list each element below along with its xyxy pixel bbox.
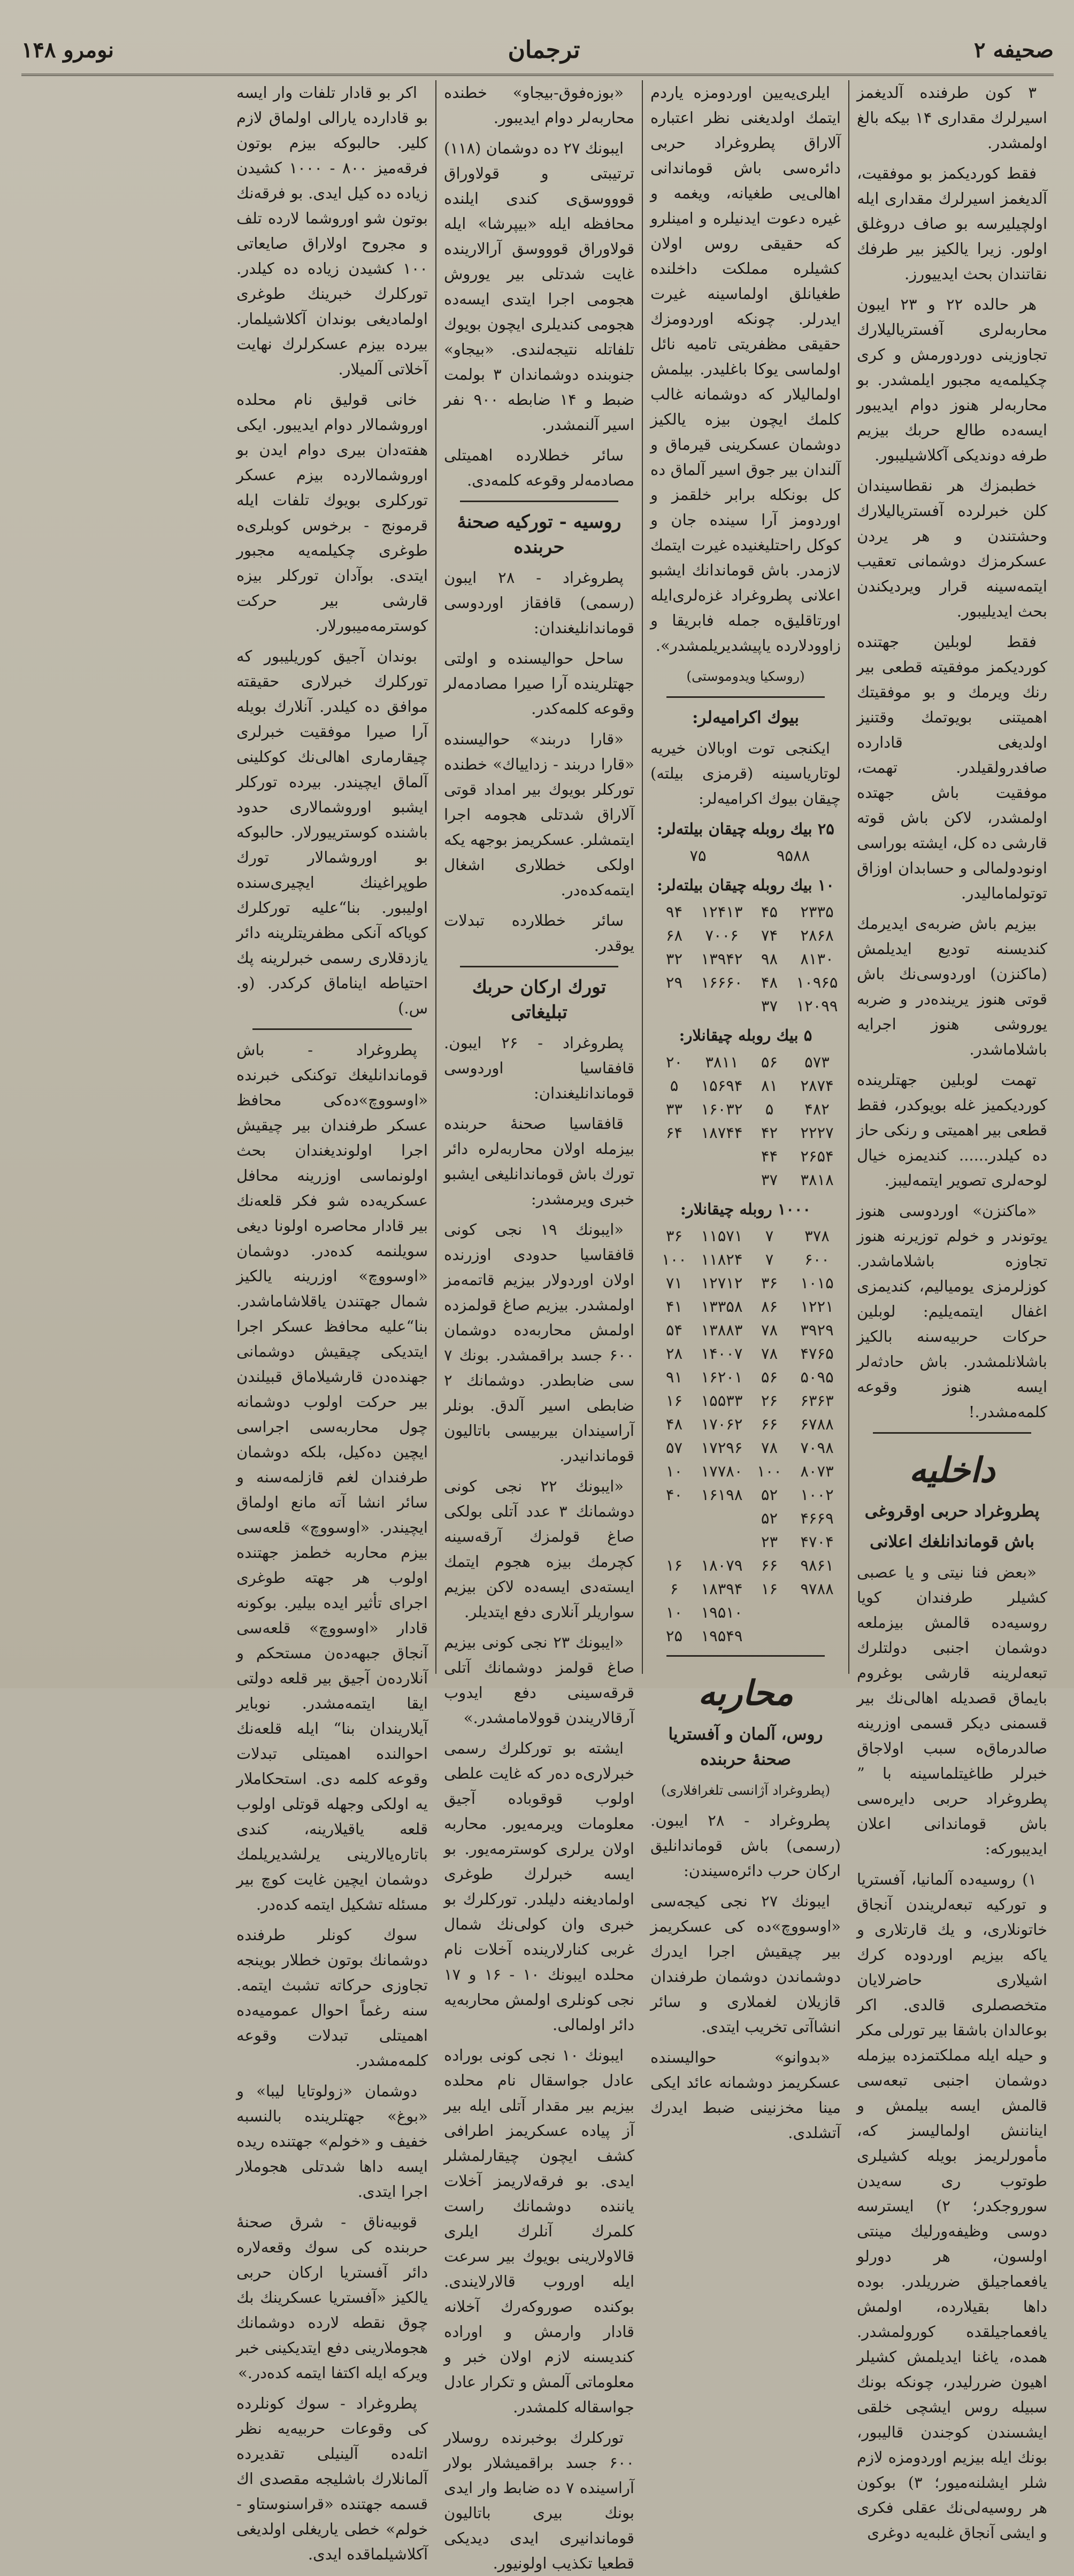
table-row: [650, 1342, 841, 1365]
table-cell: ۴۷۶۵: [800, 1344, 834, 1363]
section-divider: [252, 1028, 412, 1030]
table-cell: ۱۳۸۸۳: [701, 1321, 743, 1339]
column-3: [435, 80, 642, 2572]
article-columns: [20, 80, 1055, 2572]
article-paragraph: سوك کونلر طرفنده دوشمانك بوتون خطلار بوینجه تجاوزی حرکاته تشبث ایتمه. سنه رغماً احوال عمومیه‌ده اهمیتلی تبدلات وقوعه کلمه‌مشدر.: [236, 1926, 428, 2070]
article-paragraph: ۱) روسیه‌ده آلمانیا، آفستریا و تورکیه تبعه‌لریندن آنجاق خاتونلاری، و یك قارتلاری و یاکه بیزیم اوردوده کرك اشیلاری حاضرلایان متخصصلری قالدی. اکر بوعالدان باشقا بیر تورلی مکر و حیله ایله مملکتمزده بیزمله دوشمان اجنبی تبعه‌سی قالمش ایسه بیلمش و ایناننش اولمالیسز که، مأمورلریمز بویله کشیلری طوتوب ری سه‌یدن سوروجکدر؛ ۲) ایسترسه دوسی وظیفه‌ورلیك مینتی اولسون، هر دورلو یافعماجیلق ضرریلدر. بوده داها بقیلارده، اولمش یافعماجیلقده کورولمشدر. همده، یاغنا ایدیلمش کشیلر اهیون ضررلیدر، چونکه بونك سبیله روس ایشچی خلقی ایشسندن کوجندن قالیبور، بونك ایله بیزیم اوردومزه لازم شلر ایشلنه‌میور؛ ۳) بوکون هر روسیه‌لی‌نك عقلی فکری و ایشی آنجاق غلبه‌یه دوغری: [857, 1870, 1047, 2542]
table-cell: ۱۲۲۱: [800, 1297, 834, 1316]
table-cell: ۳۹۲۹: [800, 1321, 834, 1339]
article-paragraph: خانی قولیق نام محلده اوروشمالار دوام ایدیبور. ایکی هفته‌دان بیری دوام ایدن بو اوروشمالارده بیزم عسکر تورکلری بویوك تلفات ایله قرمونج - برخوس کوبلری‌ه طوغری چکیلمه‌یه مجبور ایتدی. بوآدان تورکلر بیزه قارشی بیر حرکت کوسترمه‌میبورلار.: [236, 390, 428, 635]
table-cell: ۳۶: [761, 1274, 778, 1292]
table-cell: ۱۷۲۹۶: [701, 1439, 743, 1457]
table-row: [650, 1248, 841, 1271]
table-row: [650, 1554, 841, 1577]
section-divider: [666, 1655, 825, 1657]
subheading: پطروغراد حربی اوقروغی: [864, 1502, 1040, 1521]
table-cell: ۷۸: [761, 1321, 778, 1339]
table-row: [650, 1577, 841, 1601]
table-cell: ۵۶: [761, 1053, 778, 1071]
table-cell: ۱۰۰: [757, 1462, 782, 1480]
table-row: [650, 1224, 841, 1248]
table-cell: ۵۶: [761, 1368, 778, 1386]
table-cell: ۱۲۰۹۹: [796, 997, 838, 1015]
table-row: [650, 1436, 841, 1459]
table-cell: [698, 994, 746, 1018]
table-cell: ۱۶۰۳۲: [701, 1100, 743, 1118]
article-paragraph: ایلری‌یه‌یین اوردومزه یاردم ایتمك اولدیغنی نظر اعتباره آلاراق پطروغراد حربی دائره‌سی باش قوماندانی اهالی‌یی طغیانه، ویغمه و غیره دعوت ایدنیلره و امینلرو که حقیقی روس اولان کشیلره مملکت داخلنده طغیانلق اولماسینه غیرت ایدرلر. چونکه اوردومزك حقیقی مظفریتی تامیه نائل اولماسی یوکا باغلیدر. بیلمش اولمالیلار که دوشمانه غالب کلمك ایچون بیزه یالکیز دوشمان عسکرینی قیرماق و آلندان بیر جوق اسیر آلماق ده کل بونکله برابر خلقمز و اوردومز آرا سینده جان و کوکل راحتلیغنیده غیرت ایتمك لازمدر. باش قوماندانك ایشبو اعلانی پطروغراد غزه‌لری‌ایله اورتاقلیق‌ه جمله فابریقا و زاوودلارده یاپیشدیریلمشدر».: [650, 83, 841, 655]
table-cell: ۹۴: [665, 903, 683, 921]
table-cell: [650, 1144, 698, 1168]
table-cell: ۷۸: [761, 1344, 778, 1363]
table-cell: ۵۲: [761, 1486, 778, 1504]
table-row: [650, 1097, 841, 1121]
article-paragraph: پطروغراد - ۲۸ ایبون (رسمی) قافقاز اوردوسی قوماندانلیغندان:: [444, 568, 634, 637]
table-row: [650, 1168, 841, 1191]
article-paragraph: هر حالده ۲۲ و ۲۳ ایبون محاربه‌لری آفستریالیلارك تجاوزینی دوردورمش و کری چکیلمه‌یه مجبور ایلمشدر. بو محاربه‌لر هنوز دوام ایدیبور ایسه‌ده طالع حربك بیزیم طرفه دوندیکی آکلاشیلیبور.: [857, 295, 1047, 464]
table-cell: ۱۰۱۵: [800, 1274, 834, 1292]
page-number: صحیفه ۲: [974, 37, 1054, 63]
table-cell: [793, 1624, 841, 1648]
masthead-title: ترجمان: [508, 36, 580, 64]
table-cell: [698, 1144, 746, 1168]
table-cell: ۴۸: [665, 1415, 683, 1433]
table-cell: ۱۸۰۷۹: [701, 1556, 743, 1574]
table-cell: ۱۹۵۱۰: [701, 1603, 743, 1621]
issue-number: نومرو ۱۴۸: [21, 37, 114, 63]
table-label: ۱۰ بیك روبله چیقان بیلته‌لر:: [657, 876, 834, 894]
table-cell: [650, 1530, 698, 1554]
table-row: [650, 1365, 841, 1389]
table-cell: ۱۰: [665, 1462, 683, 1480]
table-cell: ۲۸۶۸: [800, 926, 834, 944]
table-cell: ۶۷۸۸: [800, 1415, 834, 1433]
table-label: ۱۰۰۰ روبله چیقانلار:: [680, 1200, 811, 1218]
table-cell: ۳۸۱۱: [705, 1053, 739, 1071]
table-row: [650, 1389, 841, 1412]
article-paragraph: اکر بو قادار تلفات وار ایسه بو قادارده یارالی اولماق لازم کلیر. حالبوکه بیزم بوتون فرقه‌میز ۸۰۰ - ۱۰۰۰ کشیدن زیاده ده کیل ایدی. بو فرقه‌نك بوتون شو اوروشما لارده تلف و مجروح اولاراق صایعاتی ۱۰۰ کشیدن زیاده ده کیلدر. تورکلرك خبرینك طوغری اولمادیغی بوندان آکلاشیلمار. بیرده بیزم عسکرلرك نهایت آخلاتی آلمیلار.: [236, 83, 428, 378]
table-cell: ۵۲: [761, 1509, 778, 1527]
table-cell: ۸۱۳۰: [800, 950, 834, 968]
column-2: [642, 80, 848, 2142]
table-cell: ۱۰۰۲: [800, 1486, 834, 1504]
article-paragraph: فقط لوبلین جهتنده کوردیکمز موفقیته قطعی بیر رنك ویرمك و بو موفقیتك اهمیتنی بویوتمك وقتنیز اولدیغی قادارده صافدرولقیلدر. تهمت، موفقیت باش جهتده اولمشدر، لاکن باش قوته قارشی ده کل، ایشته بوراسی اونودولمالی و حسابدان اوزاق توتولمامالیدر.: [857, 633, 1047, 902]
article-paragraph: سائر خطلارده اهمیتلی مصادمه‌لر وقوعه کلمه‌دی.: [444, 446, 634, 489]
table-row: [650, 1074, 841, 1097]
subheading: باش قوماندانلغك اعلانی: [870, 1532, 1034, 1551]
table-row: [650, 1144, 841, 1168]
article-paragraph: ساحل حوالیسنده و اولتی جهتلرینده آرا صیرا مصادمه‌لر وقوعه کلمه‌کدر.: [444, 649, 634, 718]
table-cell: [746, 1624, 793, 1648]
table-cell: ۴۷۰۴: [800, 1533, 834, 1551]
table-cell: ۲۸۷۴: [800, 1076, 834, 1095]
table-cell: ۱۰۹۶۵: [796, 973, 838, 991]
table-cell: ۵: [670, 1076, 679, 1095]
table-cell: ۳۸۱۸: [800, 1171, 834, 1189]
table-cell: ۱۶۶۶۰: [701, 973, 743, 991]
table-cell: ۱۲۴۱۳: [701, 903, 743, 921]
table-cell: ۴۶۶۹: [800, 1509, 834, 1527]
table-cell: ۵۷۳: [804, 1053, 830, 1071]
table-cell: ۵: [765, 1100, 774, 1118]
section-title-domestic: داخلیه: [909, 1450, 995, 1490]
table-cell: ۷: [765, 1250, 774, 1268]
table-cell: ۲۸: [665, 1344, 683, 1363]
table-cell: ۱۸۳۹۴: [701, 1580, 743, 1598]
table-row: [650, 1506, 841, 1530]
table-row: [650, 1050, 841, 1074]
article-paragraph: پطروغراد - ۲۸ ایبون. (رسمی) باش قوماندانلیق ارکان حرب دائره‌سیندن:: [650, 1811, 841, 1880]
table-cell: ۶۶: [761, 1415, 778, 1433]
table-row: [650, 1483, 841, 1506]
table-cell: ۴۲: [761, 1124, 778, 1142]
series-number: ۷۵: [689, 847, 707, 865]
article-paragraph: «ایبونك ۲۲ نجی کونی دوشمانك ۳ عدد آتلی بولکی صاغ قولمزك آرقه‌سینه کچرمك بیزه هجوم ایتمك ایسته‌دی ایسه‌ده لاکن بیزیم سواریلر آنلاری دفع ایتدیلر.: [444, 1477, 634, 1621]
table-cell: ۱۴۰۰۷: [701, 1344, 743, 1363]
table-row: [650, 1295, 841, 1318]
table-cell: ۶: [670, 1580, 679, 1598]
table-cell: ۷۱: [665, 1274, 683, 1292]
table-cell: ۲۹: [665, 973, 683, 991]
table-cell: ۸۶: [761, 1297, 778, 1316]
table-cell: ۱۳۹۴۲: [701, 950, 743, 968]
section-divider: [460, 966, 618, 967]
section-divider: [460, 501, 618, 502]
article-paragraph: قافقاسیا صحنهٔ حربنده بیزمله اولان محاربه‌لره دائر تورك باش قوماندانلیغی ایشبو خبری ویرمشدر:: [444, 1114, 634, 1208]
table-cell: ۴۸: [761, 973, 778, 991]
article-paragraph: ۳ کون طرفنده آلدیغمز اسیرلرك مقداری ۱۴ بیکه بالغ اولمشدر.: [857, 83, 1047, 152]
lottery-table-1000: [650, 1224, 841, 1648]
table-cell: ۱۸۷۴۴: [701, 1124, 743, 1142]
table-row: [650, 1601, 841, 1624]
table-cell: [793, 1601, 841, 1624]
article-paragraph: پطروغراد - باش قوماندانلیغك توکنکی خبرنده «اوسووچ»‌ده‌کی محافظ عسکر طرفندان بیر چیقیش اجرا اولوندیغندان بحث اولونماسی اوزرینه محافل عسکریه‌ده شو فکر قلعه‌نك بیر قادار محاصره اولونا دیغی سویلنمه کده‌در. دوشمان «اوسووچ» اوزرینه یالکیز شمال جهتندن یاقلاشاماشدر. بنا“علیه محافظ عسکر اجرا ایتدیکی چیقیش دوشمانی جهنده‌دن قارشیلاماق قبیلندن بیر حرکت اولوب دوشمانه چول محاربه‌سی اجراسی ایچین ده‌کیل، بلکه دوشمان طرفندان لغم قازلمه‌سنه و سائر انشا آته مانع اولماق ایچیندر. «اوسووچ» قلعه‌سی بیزم محاربه خطمز جهتنده اولوب هر جهته طوغری اجرای تأثیر ایده بیلیر. بوکونه قادار «اوسووچ» قلعه‌سی آنجاق جبهه‌ده‌ن مستحکم و آنلارده‌ن آجیق بیر قلعه دولتی ایقا ایتمه‌مشدر. نوبایر آیلاریندان بنا“ ایله قلعه‌نك احوالنده اهمیتلی تبدلات وقوعه کلمه دی. استحکاملار یه اولکی وجهله قوتلی اولوب قلعه یاقیلارینه، کندی باتاره‌یالارینی یرلشدیریلمك دوشمان ایچین غایت کوچ بیر مسئله تشکیل ایتمه کده‌در.: [236, 1041, 428, 1913]
subheading: تورك ارکان حربك تبلیغاتی: [472, 976, 607, 1023]
table-row: [650, 994, 841, 1018]
article-paragraph: پطروغراد - ۲۶ ایبون. قافقاسیا اوردوسی قوماندانلیغندان:: [444, 1034, 634, 1102]
table-cell: [698, 1530, 746, 1554]
lottery-table-10k: [650, 900, 841, 1018]
section-title-war: محاربه: [697, 1673, 794, 1713]
table-cell: ۱۶: [665, 1391, 683, 1410]
table-cell: ۱۷۷۸۰: [701, 1462, 743, 1480]
article-paragraph: «بدوانو» حوالیسنده عسکریمز دوشمانه عائد ایکی مینا مخزنینی ضبط ایدرك آتشلدی.: [650, 2048, 841, 2142]
article-paragraph: بیزیم باش ضربه‌ی ایدیرمك کندیسنه تودیع ایدیلمش (ماکنزن) اوردوسی‌نك باش قوتی هنوز یرینده‌در و ضربه یوروشی هنوز اجرایه باشلاماشدر.: [857, 914, 1047, 1058]
table-row: [650, 1624, 841, 1648]
table-cell: ۱۱۸۲۴: [701, 1250, 743, 1268]
article-paragraph: بوندان آجیق کوریلیبور که تورکلرك خبرلاری حقیقته موافق ده کیلدر. آنلارك بویله آرا صیرا موفقیت خبرلری چیقارماری اهالی‌نك کوکلینی آلماق ایچیندر. بیرده تورکلر ایشبو اوروشمالاری حدود باشنده کوسترییورلار. حالبوکه بو اوروشمالار تورك طوپراغینك ایچیری‌سنده اولیبور. بنا“علیه تورکلرك کویاکه آنکی مظفریتلرینه دائر یازدقلاری رسمی خبرلرینه پك احتیاطه ایناماق کرکدر. (و. س.): [236, 647, 428, 1017]
table-cell: ۷۴: [761, 926, 778, 944]
table-cell: ۲۵: [665, 1627, 683, 1645]
article-paragraph: ایبونك ۱۰ نجی کونی بوراده عادل جواسقال نام محلده بیزیم بیر مقدار آتلی ایله بیر آز پیاده عسکریمز اطرافی کشف ایچون چیقارلمشلر ایدی. بو فرقه‌لاریمز آخلات یاننده دوشمانك راست کلمرك آنلرك ایلری قالاولارینی بویوك بیر سرعت ایله اوروب قالارلایندی. بوکنده صوروکه‌رك آخلانه قادار وارمش و اوراده کندیسنه لازم اولان خبر و معلوماتی آلمش و تکرار عادل جواسقاله کلمشدر.: [444, 2046, 634, 2416]
table-cell: ۴۰: [665, 1486, 683, 1504]
table-cell: ۶۸: [665, 926, 683, 944]
table-cell: [650, 994, 698, 1018]
table-row: [650, 900, 841, 924]
table-cell: ۱۷۰۶۲: [701, 1415, 743, 1433]
table-cell: ۶۶: [761, 1556, 778, 1574]
table-cell: ۲۳: [761, 1533, 778, 1551]
table-cell: ۳۷: [761, 997, 778, 1015]
article-paragraph: ایبونك ۲۷ ده دوشمان (۱۱۸) ترتیبتی و قولاوراق قوووسق‌ی کندی ایلنده محافظه ایله «بیپرشا» ایله قولاوراق قوووسق آرالارینده غایت شدتلی بیر یوروش هجومی اجرا ایتدی ایسه‌ده هجومی کندیلری ایچون بویوك تلفاتله نتیجه‌لندی. «بیجاو» جنوبنده دوشماندان ۳ بولمت ضبط و ۱۴ ضابطه ۹۰۰ نفر اسیر آلنمشدر.: [443, 139, 635, 434]
table-row: [650, 1121, 841, 1144]
lottery-title: بیوك اکرامیه‌لر:: [692, 708, 799, 727]
section-divider: [666, 696, 825, 698]
table-row: [650, 924, 841, 947]
table-cell: ۲۳۳۵: [800, 903, 834, 921]
article-paragraph: پطروغراد - سوك کونلرده کی وقوعات حربیه‌یه نظر اتله‌ده آلینیلی تقدیرده آلمانلارك باشلیجه مقصدی اك قسمه جهتنده «قراسنوستاو - خولم» خطی یاریغلی اولدیغی آکلاشیلماقده ایدی.: [236, 2394, 428, 2563]
table-label: ۵ بیك روبله چیقانلار:: [679, 1026, 812, 1044]
source-credit: (روسکیا ویدوموستی): [686, 668, 805, 684]
table-cell: ۷۰۹۸: [800, 1439, 834, 1457]
table-cell: ۹۱: [665, 1368, 683, 1386]
article-paragraph: قوبیه‌ناق - شرق صحنهٔ حربنده کی سوك وقعه‌لاره دائر آفستریا ارکان حربی یالکیز «آفستریا عسکرینك بك چوق نقطه لارده دوشمانك هجوملارینی دفع ایتدیکینی خبر ویرکه ایله اکتفا ایتمه کده‌در.»: [236, 2213, 428, 2382]
table-cell: ۴۸۲: [804, 1100, 830, 1118]
article-paragraph: «قارا دربند» حوالیسنده «قارا دربند - زداییاك» خطنده تورکلر بویوك بیر امداد قوتی آلاراق شدتلی هجومه اجرا ایتمشلر. عسکریمز بوجهه یکه اولکی خطلاری اشغال ایتمه‌کده‌در.: [444, 730, 634, 899]
lottery-table-5k: [650, 1050, 841, 1191]
section-divider: [873, 1432, 1031, 1434]
table-cell: ۱۳۳۵۸: [701, 1297, 743, 1316]
article-paragraph: «ماکنزن» اوردوسی هنوز یوتوندر و خولم توزیرنه هنوز تجاوزه باشلاماشدر. کوزلرمزی یومیالیم، کندیمزی اغفال ایتمه‌یلیم: لوبلین حرکات حربیه‌سنه بالکیز باشلانلمشدر. باش حادثه‌لر ایسه هنوز وقوعه کلمه‌مشدر.!: [857, 1202, 1047, 1421]
table-row: [650, 947, 841, 971]
table-cell: [698, 1168, 746, 1191]
table-cell: ۸۰۷۳: [800, 1462, 834, 1480]
table-row: [650, 1412, 841, 1436]
table-cell: ۲۲۲۷: [800, 1124, 834, 1142]
table-cell: ۳۶: [665, 1227, 683, 1245]
ticket-number: ۹۵۸۸: [776, 847, 810, 865]
article-paragraph: «بعض فنا نیتی و یا عصبی کشیلر طرفندان کویا روسیه‌ده قالمش بیزملعه دوشمان اجنبی دولتلرك تبعه‌لرینه قارشی بوغروم بایماق قصدیله اهالی‌نك بیر قسمنی دیکر قسمی اوزرینه صالدرماق‌ه سبب اولاجاق خبرلر طاغیتلماسینه با ” پطروغراد حربی دایره‌سی باش قوماندانی اعلان ایدیبورکه:: [857, 1563, 1047, 1858]
table-cell: ۹۷۸۸: [800, 1580, 834, 1598]
table-cell: ۹۸۶۱: [800, 1556, 834, 1574]
table-cell: [650, 1506, 698, 1530]
table-cell: ۵۷: [665, 1439, 683, 1457]
table-cell: ۶۰۰: [804, 1250, 830, 1268]
table-cell: ۱۶: [761, 1580, 778, 1598]
article-paragraph: فقط کوردیکمز بو موفقیت، آلدیغمز اسیرلرك مقداری ایله اولچیلیرسه بو صاف دروغلق اولور. زیرا یالکیز بیر طرفك نقاتندان بحث ایدییورز.: [857, 164, 1047, 283]
table-cell: ۱۰۰: [662, 1250, 687, 1268]
table-cell: ۶۳۶۳: [800, 1391, 834, 1410]
table-cell: ۲۶۵۴: [800, 1147, 834, 1165]
lottery-intro: ایکنجی توت اوبالان خیریه لوتاریاسینه (قرمزی بیلته) چیقان بیوك اکرامیه‌لر:: [650, 739, 841, 808]
table-cell: ۳۳: [665, 1100, 683, 1118]
table-cell: ۳۷۸: [804, 1227, 830, 1245]
article-paragraph: دوشمان «زولوتایا لیبا» و «بوغ» جهتلرینده بالنسبه خفیف و «خولم» جهتنده ریده ایسه داها شدتلی هجوملار اجرا ایتدی.: [236, 2082, 428, 2201]
table-cell: ۴۱: [665, 1297, 683, 1316]
table-cell: ۷۰۰۶: [705, 926, 739, 944]
table-cell: ۵۴: [665, 1321, 683, 1339]
agency-credit: (پطروغراد آژانسی تلغرافلاری): [661, 1782, 831, 1798]
table-cell: ۱۶۱۹۸: [701, 1486, 743, 1504]
article-paragraph: ایشته بو تورکلرك رسمی خبرلاری‌ه ده‌ر که غایت علطی اولوب قوقوباده آجیق معلومات ویرمه‌یور. محاربه اولان یرلری کوسترمه‌یور. بو ایسه خبرلرك طوغری اولمادیغنه دلیلدر. تورکلرك بو خبری وان کولی‌نك شمال غربی کنارلارینده آخلات نام محلده ایبونك ۱۰ - ۱۶ و ۱۷ نجی کونلری اولمش محاربه‌یه دائر اولمالی.: [444, 1739, 634, 2034]
table-row: [650, 1271, 841, 1295]
table-cell: ۱۹۵۴۹: [701, 1627, 743, 1645]
table-cell: ۳۷: [761, 1171, 778, 1189]
table-cell: ۷۸: [761, 1439, 778, 1457]
table-cell: ۱۶: [665, 1556, 683, 1574]
article-paragraph: ایبونك ۲۷ نجی کیجه‌سی «اوسووچ»‌ده کی عسکریمز بیر چیقیش اجرا ایدرك دوشماندن دوشمان طرفندان قازیلان لغملاری و سائر انشاآتی تخریب ایتدی.: [650, 1892, 841, 2036]
table-cell: ۴۴: [761, 1147, 778, 1165]
table-row: [650, 1459, 841, 1483]
table-cell: ۱۱۵۷۱: [701, 1227, 743, 1245]
table-cell: ۲۶: [761, 1391, 778, 1410]
table-cell: ۲۰: [665, 1053, 683, 1071]
table-cell: [746, 1601, 793, 1624]
page-header: [21, 26, 1054, 76]
table-cell: ۵۰۹۵: [800, 1368, 834, 1386]
table-cell: [698, 1506, 746, 1530]
table-cell: [650, 1168, 698, 1191]
table-row: [650, 1318, 841, 1342]
table-cell: ۱۲۷۱۲: [701, 1274, 743, 1292]
table-row: [650, 1530, 841, 1554]
table-row: [650, 844, 841, 867]
column-4: [229, 80, 435, 2563]
table-cell: ۱۵۵۳۳: [701, 1391, 743, 1410]
table-cell: ۱۶۲۰۱: [701, 1368, 743, 1386]
table-cell: ۳۲: [665, 950, 683, 968]
article-paragraph: «بوزه‌فوق-بیجاو» خطنده محاربه‌لر دوام ایدیبور.: [444, 83, 634, 127]
article-paragraph: «ایبونك ۲۳ نجی کونی بیزیم صاغ قولمز دوشمانك آتلی قرقه‌سینی دفع ایدوب آرقالاریندن قوولامامشدر.»: [444, 1633, 634, 1727]
article-paragraph: تورکلرك بوخبرنده روسلار ۶۰۰ جسد براقمیشلار بولار آراسینده ۷ ده ضابط وار ایدی بونك بیری باتالیون قوماندانیری ایدی دیدیکی قطعیا تکذیب اولونیور.: [444, 2428, 634, 2572]
subheading: روس، آلمان و آفستریا صحنهٔ حربنده: [668, 1725, 823, 1769]
table-cell: ۱۵۶۹۴: [701, 1076, 743, 1095]
table-label: ۲۵ بیك روبله چیقان بیلته‌لر:: [657, 820, 834, 838]
subheading: روسیه - تورکیه صحنهٔ حربنده: [457, 511, 622, 558]
table-cell: ۴۵: [761, 903, 778, 921]
article-paragraph: «ایبونك ۱۹ نجی کونی قافقاسیا حدودی اوزرنده اولان اوردولار بیزیم قاتمه‌مز اولمشدر. بیزیم صاغ قولمزده اولمش محاربه‌ده دوشمان ۶۰۰ جسد براقمشدر. بونك ۷ سی ضابطدر. دوشمانك ۲ ضابطی اسیر آلدق. بونلر آراسیندان بیربیسی باتالیون قوماندانیدر.: [444, 1220, 634, 1465]
article-paragraph: تهمت لوبلین جهتلرینده کوردیکمیز غله بویوکدر، فقط قطعی بیر اهمیتی و رنکی حاز ده کیلدر...... کندیمزه خیال لوحه‌لری تصویر ایتمه‌لیبز.: [857, 1071, 1047, 1189]
table-cell: ۱۰: [665, 1603, 683, 1621]
article-paragraph: سائر خطلارده تبدلات یوقدر.: [444, 911, 634, 955]
table-cell: ۷: [765, 1227, 774, 1245]
table-row: [650, 971, 841, 994]
table-cell: ۹۸: [761, 950, 778, 968]
article-paragraph: خطبمزك هر نقطاسیندان کلن خبرلرده آفستریالیلارك وحشتندن و هر یردن عسکرمزك دوشمانی تعقیب ایتمه‌سینه قرار ویردیکندن بحث ایدیلیبور.: [857, 476, 1047, 620]
table-cell: ۸۱: [761, 1076, 778, 1095]
table-cell: ۶۴: [665, 1124, 683, 1142]
column-1: [848, 80, 1055, 2542]
